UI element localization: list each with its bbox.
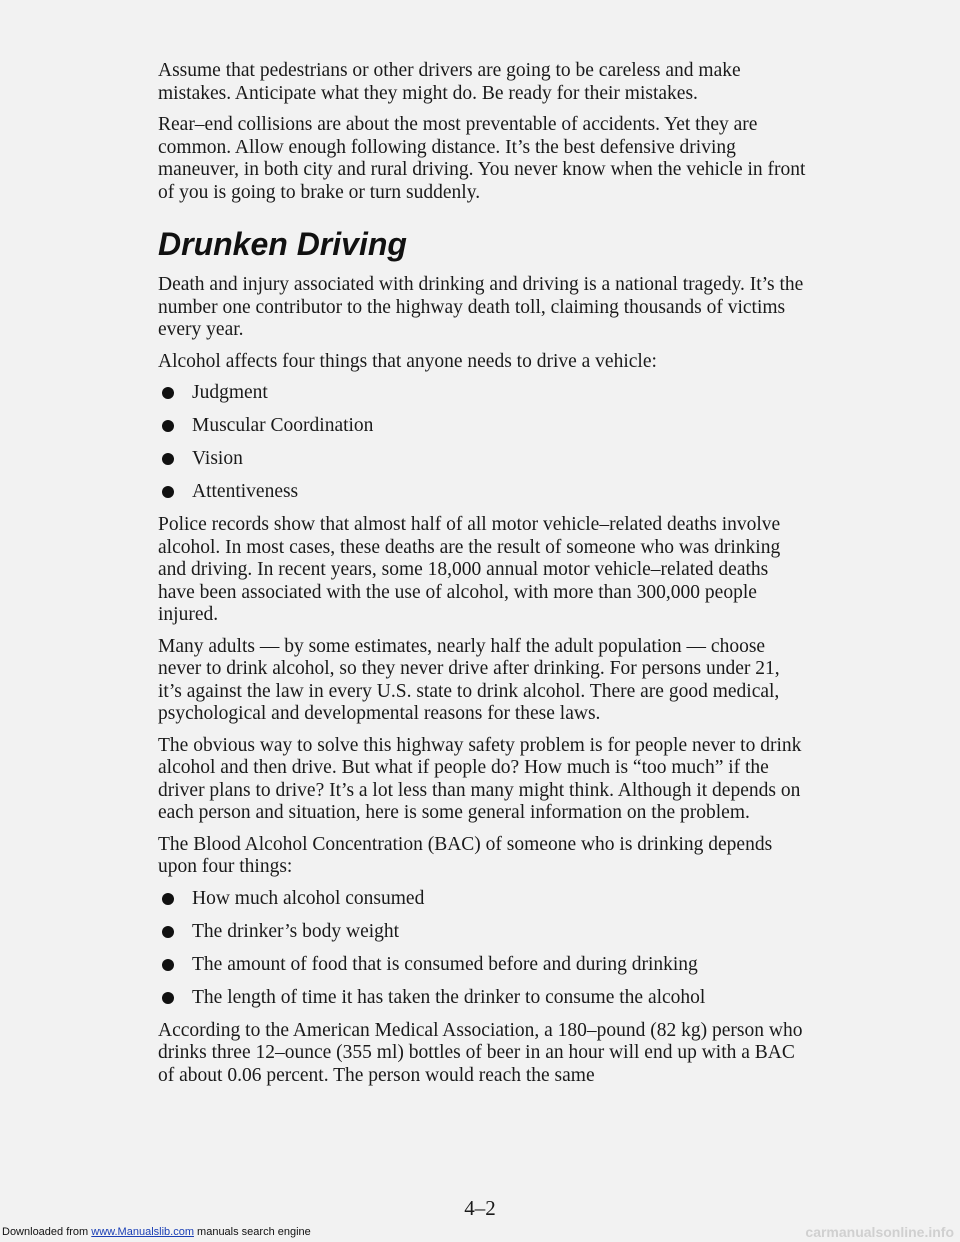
list-item: Muscular Coordination xyxy=(158,415,808,437)
footer xyxy=(0,1224,960,1242)
bullet-icon xyxy=(162,387,174,399)
bullet-icon xyxy=(162,959,174,971)
paragraph-alcohol-affects: Alcohol affects four things that anyone needs to drive a vehicle: xyxy=(158,350,657,372)
watermark: carmanualsonline.info xyxy=(805,1224,954,1240)
paragraph-pedestrians: Assume that pedestrians or other drivers are going to be careless and make mistakes. Anticipate what they might do. Be ready for their mistakes. xyxy=(158,60,741,104)
list-item: Judgment xyxy=(158,382,808,404)
alcohol-affects-list xyxy=(158,382,808,503)
paragraph-bac-intro: The Blood Alcohol Concentration (BAC) of someone who is drinking depends upon four things: xyxy=(158,833,773,877)
page-number: 4–2 xyxy=(464,1196,496,1220)
download-notice: Downloaded from www.Manualslib.com manuals search engine xyxy=(2,1226,311,1238)
bullet-icon xyxy=(162,486,174,498)
bullet-icon xyxy=(162,420,174,432)
list-item: The drinker’s body weight xyxy=(158,921,808,943)
paragraph-obvious-way: The obvious way to solve this highway safety problem is for people never to drink alcohol and then drive. But what if people do? How much is “too much” if the driver plans to drive? It’s a lot less than many might think. Although it depends on each person and situation, here is some general information on the problem. xyxy=(158,734,802,823)
bullet-icon xyxy=(162,926,174,938)
list-item: Vision xyxy=(158,448,808,470)
manualslib-link[interactable]: www.Manualslib.com xyxy=(91,1226,194,1238)
section-title: Drunken Driving xyxy=(158,226,407,262)
paragraph-police-records: Police records show that almost half of all motor vehicle–related deaths involve alcohol. In most cases, these deaths are the result of someone who was drinking and driving. In recent years, some 18,000 annual motor vehicle–related deaths have been associated with the use of alcohol, with more than 300,000 people injured. xyxy=(158,514,781,625)
bac-factors-list xyxy=(158,888,808,1009)
paragraph-ama: According to the American Medical Association, a 180–pound (82 kg) person who drinks three 12–ounce (355 ml) bottles of beer in an hour will end up with a BAC of about 0.06 percent. The person would reach the same xyxy=(158,1019,803,1086)
list-item: The length of time it has taken the drinker to consume the alcohol xyxy=(158,987,808,1009)
bullet-icon xyxy=(162,453,174,465)
bullet-icon xyxy=(162,992,174,1004)
list-item: Attentiveness xyxy=(158,481,808,503)
bullet-icon xyxy=(162,893,174,905)
paragraph-death-injury: Death and injury associated with drinking and driving is a national tragedy. It’s the number one contributor to the highway death toll, claiming thousands of victims every year. xyxy=(158,274,804,340)
page-content xyxy=(158,60,808,1096)
paragraph-rear-end-collisions: Rear–end collisions are about the most preventable of accidents. Yet they are common. Allow enough following distance. It’s the best defensive driving maneuver, in both city and rural driving. You never know when the vehicle in front of you is going to brake or turn suddenly. xyxy=(158,114,806,203)
list-item: How much alcohol consumed xyxy=(158,888,808,910)
list-item: The amount of food that is consumed before and during drinking xyxy=(158,954,808,976)
paragraph-many-adults: Many adults — by some estimates, nearly half the adult population — choose never to drink alcohol, so they never drive after drinking. For persons under 21, it’s against the law in every U.S. state to drink alcohol. There are good medical, psychological and developmental reasons for these laws. xyxy=(158,635,780,724)
